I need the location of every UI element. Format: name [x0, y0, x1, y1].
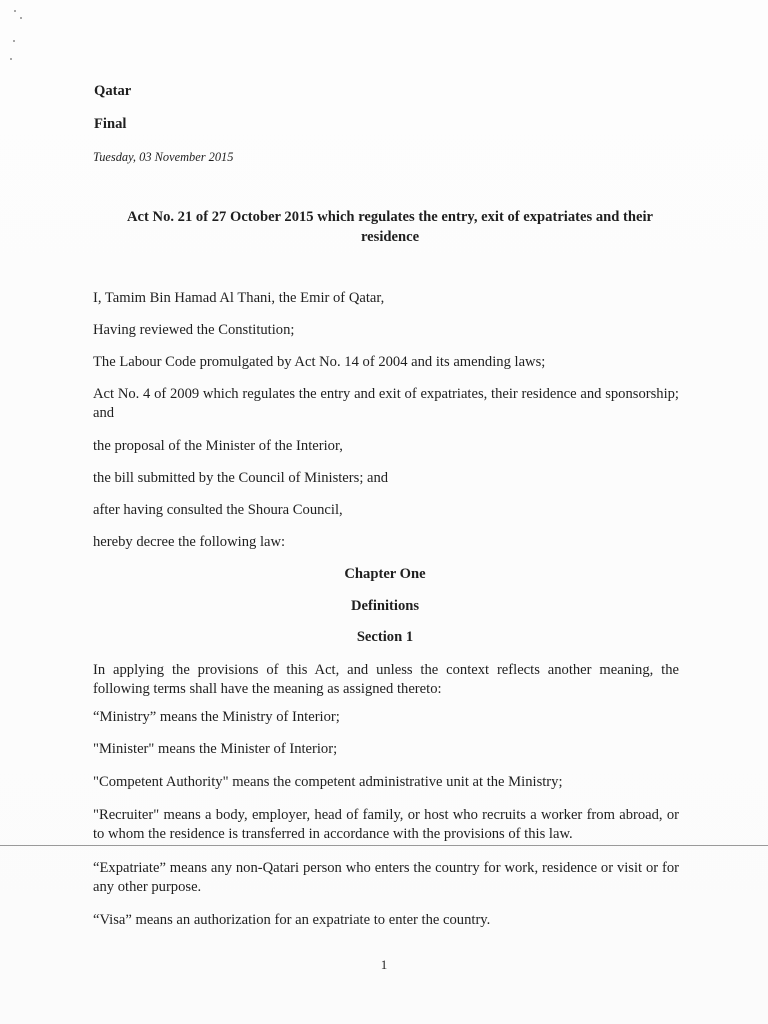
document-date: Tuesday, 03 November 2015 [93, 150, 234, 164]
scan-speck [10, 58, 12, 60]
page-number: 1 [380, 957, 388, 972]
preamble-labour-code: The Labour Code promulgated by Act No. 14 of 2004 and its amending laws; [93, 354, 546, 370]
status-label: Final [94, 116, 127, 132]
definition-minister: "Minister" means the Minister of Interior; [93, 741, 338, 757]
country-label: Qatar [94, 83, 132, 99]
scan-artifact-line [0, 845, 768, 846]
section-heading: Section 1 [356, 629, 414, 645]
chapter-heading: Chapter One [344, 566, 426, 582]
definition-ministry: “Ministry” means the Ministry of Interior; [93, 709, 340, 725]
act-title-line2: residence [360, 229, 420, 245]
act-title-line1: Act No. 21 of 27 October 2015 which regulates the entry, exit of expatriates and their [127, 209, 653, 225]
preamble-shoura: after having consulted the Shoura Council, [93, 502, 343, 518]
definition-expatriate: “Expatriate” means any non-Qatari person who enters the country for work, residence or visit or for any other purpose. [93, 860, 679, 895]
definition-visa: “Visa” means an authorization for an expatriate to enter the country. [93, 912, 491, 928]
definition-recruiter: "Recruiter" means a body, employer, head of family, or host who recruits a worker from abroad, or to whom the residence is transferred in accordance with the provisions of this law. [93, 807, 679, 842]
preamble-constitution: Having reviewed the Constitution; [93, 322, 295, 338]
scan-speck [13, 40, 15, 42]
preamble-bill: the bill submitted by the Council of Ministers; and [93, 470, 389, 486]
preamble-proposal: the proposal of the Minister of the Interior, [93, 438, 343, 454]
definitions-heading: Definitions [350, 598, 420, 614]
preamble-decree: hereby decree the following law: [93, 534, 286, 550]
scan-speck [20, 17, 22, 19]
preamble-act-2009: Act No. 4 of 2009 which regulates the entry and exit of expatriates, their residence and sponsorship; and [93, 386, 679, 421]
preamble-emir: I, Tamim Bin Hamad Al Thani, the Emir of Qatar, [93, 290, 385, 306]
definitions-intro: In applying the provisions of this Act, and unless the context reflects another meaning, the following terms shall have the meaning as assigned thereto: [93, 662, 679, 697]
scan-speck [14, 10, 16, 12]
definition-competent-authority: "Competent Authority" means the competent administrative unit at the Ministry; [93, 774, 563, 790]
